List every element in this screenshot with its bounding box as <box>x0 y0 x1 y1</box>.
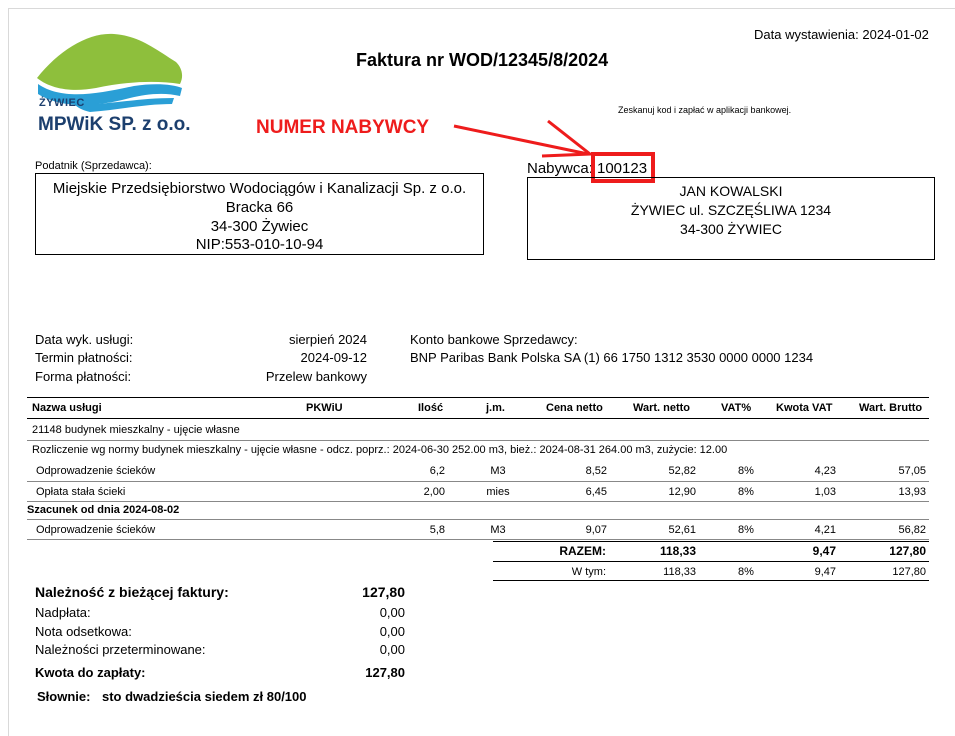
row-rule <box>27 519 929 520</box>
col-header: VAT% <box>721 402 752 414</box>
detail-value: sierpień 2024 <box>288 332 367 347</box>
table-row-net: 52,61 <box>668 524 696 536</box>
table-row-vat-pct: 8% <box>738 524 754 536</box>
table-row-qty: 6,2 <box>429 465 445 477</box>
detail-value: 2024-09-12 <box>300 350 367 365</box>
detail-label: Data wyk. usługi: <box>35 332 134 347</box>
including-rule <box>493 580 929 581</box>
table-row-price: 6,45 <box>585 486 607 498</box>
due-label: Należność z bieżącej faktury: <box>35 584 229 600</box>
table-row-unit: mies <box>486 486 510 498</box>
seller-line: Miejskie Przedsiębiorstwo Wodociągów i Kanalizacji Sp. z o.o. <box>52 180 467 197</box>
row-rule <box>27 481 929 482</box>
seller-title: Podatnik (Sprzedawca): <box>35 160 152 172</box>
summary-label: Nota odsetkowa: <box>35 624 132 639</box>
annotation-arrow-icon <box>450 113 600 163</box>
detail-value: Przelew bankowy <box>265 369 367 384</box>
col-header: PKWiU <box>306 402 343 414</box>
table-row-price: 8,52 <box>585 465 607 477</box>
row-rule <box>27 501 929 502</box>
seller-box <box>35 173 484 255</box>
table-row-name: Odprowadzenie ścieków <box>36 465 156 477</box>
to-pay-value: 127,80 <box>365 665 405 680</box>
total-top-rule <box>493 541 929 542</box>
seller-line: Bracka 66 <box>225 199 294 216</box>
table-row-gross: 57,05 <box>898 465 926 477</box>
to-pay-label: Kwota do zapłaty: <box>35 665 146 680</box>
words-value: sto dwadzieścia siedem zł 80/100 <box>102 689 307 704</box>
including-net: 118,33 <box>663 566 696 578</box>
table-row-vat: 4,21 <box>814 524 836 536</box>
table-header-rule <box>27 418 929 419</box>
table-row-unit: M3 <box>490 465 506 477</box>
summary-label: Nadpłata: <box>35 605 91 620</box>
seller-line: NIP:553-010-10-94 <box>195 236 324 253</box>
col-header: j.m. <box>486 402 505 414</box>
total-vat: 9,47 <box>812 544 836 558</box>
table-row-price: 9,07 <box>585 524 607 536</box>
row-rule <box>27 440 929 441</box>
detail-label: Termin płatności: <box>35 350 133 365</box>
table-row-gross: 13,93 <box>898 486 926 498</box>
invoice-title: Faktura nr WOD/12345/8/2024 <box>356 50 609 70</box>
buyer-box <box>527 177 935 260</box>
bank-account: BNP Paribas Bank Polska SA (1) 66 1750 1312 3530 0000 0000 1234 <box>410 350 814 365</box>
including-gross: 127,80 <box>892 566 926 578</box>
scan-note: Zeskanuj kod i zapłać w aplikacji bankowej. <box>618 105 792 115</box>
table-row-vat-pct: 8% <box>738 465 754 477</box>
buyer-line: 34-300 ŻYWIEC <box>680 221 782 237</box>
summary-label: Należności przeterminowane: <box>35 642 206 657</box>
summary-value: 0,00 <box>379 624 405 639</box>
including-vat: 9,47 <box>814 566 836 578</box>
total-rule <box>493 561 929 562</box>
col-header: Kwota VAT <box>776 402 833 414</box>
estimate-header: Szacunek od dnia 2024-08-02 <box>27 504 180 516</box>
total-label: RAZEM: <box>559 544 606 558</box>
summary-value: 0,00 <box>379 642 405 657</box>
summary-value: 0,00 <box>379 605 405 620</box>
buyer-label: Nabywca: <box>527 160 593 177</box>
table-row-name: Opłata stała ścieki <box>36 486 126 498</box>
row-rule <box>27 539 929 540</box>
address-line: 21148 budynek mieszkalny - ujęcie własne <box>32 424 240 436</box>
total-gross: 127,80 <box>889 544 926 558</box>
table-top-rule <box>27 397 929 398</box>
table-row-gross: 56,82 <box>898 524 926 536</box>
table-row-qty: 5,8 <box>429 524 445 536</box>
including-label: W tym: <box>571 566 606 578</box>
table-row-qty: 2,00 <box>423 486 445 498</box>
words-label: Słownie: <box>37 689 91 704</box>
buyer-number-annotation: NUMER NABYWCY <box>256 117 430 138</box>
col-header: Ilość <box>418 402 444 414</box>
detail-label: Forma płatności: <box>35 369 132 384</box>
logo-hill-shape <box>37 34 182 90</box>
seller-line: 34-300 Żywiec <box>210 218 309 235</box>
table-row-unit: M3 <box>490 524 506 536</box>
logo-company-name: MPWiK SP. z o.o. <box>38 114 191 135</box>
buyer-line: JAN KOWALSKI <box>679 183 783 199</box>
table-row-vat: 4,23 <box>814 465 836 477</box>
table-row-name: Odprowadzenie ścieków <box>36 524 156 536</box>
buyer-number: 100123 <box>597 160 648 177</box>
issue-date: Data wystawienia: 2024-01-02 <box>754 27 929 42</box>
col-header: Wart. Brutto <box>859 402 923 414</box>
due-value: 127,80 <box>362 584 405 600</box>
buyer-line: ŻYWIEC ul. SZCZĘŚLIWA 1234 <box>630 202 832 218</box>
including-vat-pct: 8% <box>738 566 754 578</box>
col-header: Wart. netto <box>633 402 691 414</box>
bank-label: Konto bankowe Sprzedawcy: <box>410 332 578 347</box>
col-header: Nazwa usługi <box>32 402 102 414</box>
logo-town: ŻYWIEC <box>39 97 85 109</box>
table-row-vat: 1,03 <box>814 486 836 498</box>
total-net: 118,33 <box>659 544 696 558</box>
table-row-net: 52,82 <box>668 465 696 477</box>
table-row-vat-pct: 8% <box>738 486 754 498</box>
settlement-line: Rozliczenie wg normy budynek mieszkalny - ujęcie własne - odcz. poprz.: 2024-06-30 252.00 m3, bież.: 2024-08-31 264.00 m3, zużycie: 12.00 <box>32 444 728 456</box>
table-row-net: 12,90 <box>668 486 696 498</box>
col-header: Cena netto <box>546 402 603 414</box>
